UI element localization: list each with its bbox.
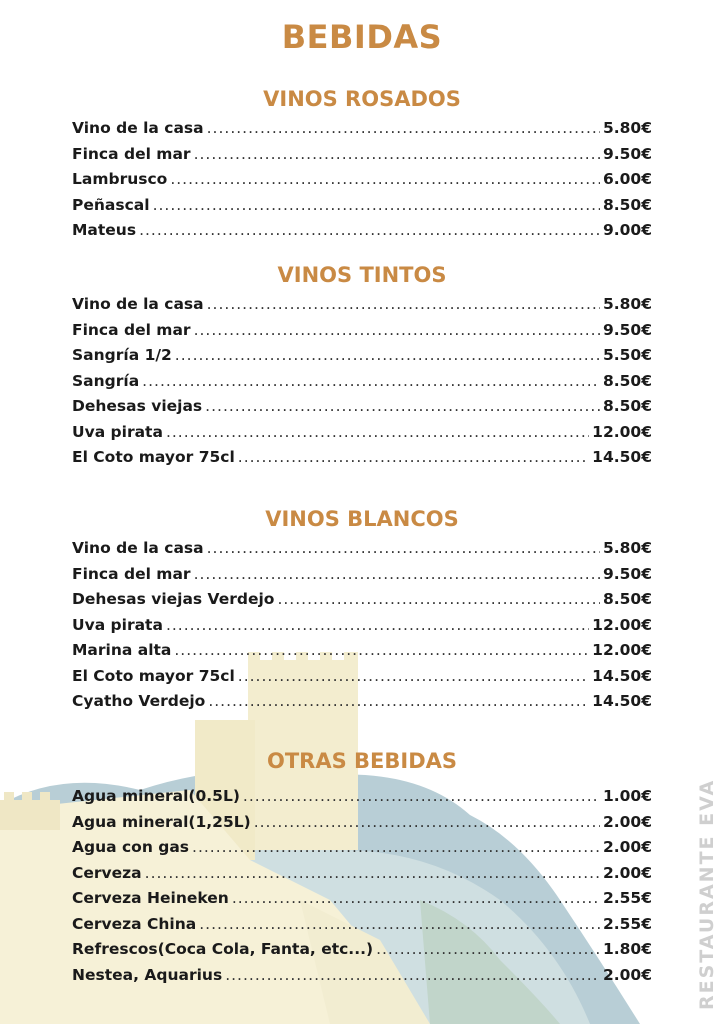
item-price: 12.00€ bbox=[592, 641, 652, 659]
item-name: Lambrusco bbox=[72, 170, 168, 188]
menu-item bbox=[72, 142, 652, 168]
item-name: Cerveza China bbox=[72, 914, 197, 933]
menu-item bbox=[72, 861, 652, 887]
dot-leader bbox=[238, 445, 589, 471]
restaurant-name-vertical: RESTAURANTE EVA bbox=[696, 778, 718, 1010]
item-price: 14.50€ bbox=[592, 448, 652, 466]
item-price: 2.00€ bbox=[602, 863, 652, 882]
item-price: 8.50€ bbox=[602, 590, 652, 608]
dot-leader bbox=[194, 318, 600, 344]
dot-leader bbox=[225, 963, 600, 989]
item-name: Mateus bbox=[72, 221, 137, 239]
item-name: El Coto mayor 75cl bbox=[72, 666, 235, 685]
item-price: 14.50€ bbox=[592, 692, 652, 710]
menu-item bbox=[72, 292, 652, 318]
menu-item bbox=[72, 536, 652, 562]
item-name: Uva pirata bbox=[72, 422, 163, 441]
item-name: Cerveza Heineken bbox=[72, 889, 229, 907]
section-vinos-blancos bbox=[72, 504, 652, 715]
menu-item bbox=[72, 810, 652, 836]
menu-item bbox=[72, 218, 652, 244]
item-name: Dehesas viejas bbox=[72, 397, 203, 415]
item-name: El Coto mayor 75cl bbox=[72, 448, 235, 466]
item-price: 9.50€ bbox=[602, 564, 652, 583]
item-name: Vino de la casa bbox=[72, 295, 204, 313]
item-price: 2.00€ bbox=[602, 812, 652, 831]
item-price: 1.00€ bbox=[602, 787, 652, 805]
dot-leader bbox=[232, 886, 600, 912]
dot-leader bbox=[170, 167, 600, 193]
menu-item bbox=[72, 167, 652, 193]
menu-item bbox=[72, 587, 652, 613]
dot-leader bbox=[194, 562, 600, 588]
item-price: 6.00€ bbox=[602, 170, 652, 188]
item-name: Finca del mar bbox=[72, 320, 191, 339]
item-name: Sangría bbox=[72, 371, 140, 390]
item-price: 5.80€ bbox=[602, 295, 652, 313]
item-price: 5.80€ bbox=[602, 539, 652, 557]
dot-leader bbox=[243, 784, 600, 810]
item-name: Finca del mar bbox=[72, 564, 191, 583]
item-name: Nestea, Aquarius bbox=[72, 965, 223, 984]
item-name: Cyatho Verdejo bbox=[72, 692, 206, 710]
item-price: 8.50€ bbox=[602, 195, 652, 214]
item-name: Refrescos(Coca Cola, Fanta, etc...) bbox=[72, 940, 374, 958]
menu-item bbox=[72, 963, 652, 989]
menu-item bbox=[72, 689, 652, 715]
dot-leader bbox=[277, 587, 600, 613]
page-title: BEBIDAS bbox=[281, 18, 443, 56]
item-price: 2.55€ bbox=[602, 889, 652, 907]
dot-leader bbox=[166, 613, 589, 639]
menu-item bbox=[72, 193, 652, 219]
dot-leader bbox=[175, 343, 600, 369]
dot-leader bbox=[199, 912, 600, 938]
item-name: Dehesas viejas Verdejo bbox=[72, 590, 275, 608]
menu-item bbox=[72, 369, 652, 395]
item-name: Agua mineral(1,25L) bbox=[72, 812, 251, 831]
section-title: VINOS ROSADOS bbox=[263, 87, 461, 111]
section-vinos-tintos bbox=[72, 260, 652, 471]
item-name: Cerveza bbox=[72, 863, 142, 882]
item-price: 5.80€ bbox=[602, 119, 652, 137]
dot-leader bbox=[207, 116, 600, 142]
menu-item bbox=[72, 562, 652, 588]
menu-item bbox=[72, 318, 652, 344]
menu-item bbox=[72, 445, 652, 471]
item-name: Marina alta bbox=[72, 641, 172, 659]
item-price: 2.00€ bbox=[602, 838, 652, 856]
item-price: 8.50€ bbox=[602, 397, 652, 415]
menu-item bbox=[72, 613, 652, 639]
item-price: 5.50€ bbox=[602, 346, 652, 364]
dot-leader bbox=[166, 420, 589, 446]
item-price: 1.80€ bbox=[602, 940, 652, 958]
item-price: 8.50€ bbox=[602, 371, 652, 390]
menu-item bbox=[72, 835, 652, 861]
item-price: 2.55€ bbox=[602, 914, 652, 933]
item-name: Sangría 1/2 bbox=[72, 346, 172, 364]
menu-item bbox=[72, 886, 652, 912]
menu-item bbox=[72, 664, 652, 690]
menu-item bbox=[72, 912, 652, 938]
dot-leader bbox=[194, 142, 600, 168]
dot-leader bbox=[174, 638, 589, 664]
menu-item bbox=[72, 937, 652, 963]
menu-item bbox=[72, 116, 652, 142]
item-name: Finca del mar bbox=[72, 144, 191, 163]
dot-leader bbox=[205, 394, 600, 420]
dot-leader bbox=[139, 218, 600, 244]
dot-leader bbox=[238, 664, 589, 690]
item-price: 9.00€ bbox=[602, 221, 652, 239]
item-price: 9.50€ bbox=[602, 144, 652, 163]
menu-item bbox=[72, 784, 652, 810]
dot-leader bbox=[207, 292, 600, 318]
dot-leader bbox=[376, 937, 600, 963]
dot-leader bbox=[145, 861, 600, 887]
item-name: Agua con gas bbox=[72, 838, 190, 856]
item-price: 12.00€ bbox=[592, 615, 652, 634]
item-price: 9.50€ bbox=[602, 320, 652, 339]
dot-leader bbox=[254, 810, 600, 836]
section-vinos-rosados bbox=[72, 84, 652, 244]
menu-item bbox=[72, 638, 652, 664]
section-otras-bebidas bbox=[72, 746, 652, 988]
section-title: VINOS BLANCOS bbox=[265, 507, 459, 531]
item-name: Peñascal bbox=[72, 195, 150, 214]
dot-leader bbox=[192, 835, 600, 861]
menu-item bbox=[72, 394, 652, 420]
section-title: VINOS TINTOS bbox=[277, 263, 447, 287]
item-name: Agua mineral(0.5L) bbox=[72, 787, 240, 805]
item-price: 14.50€ bbox=[592, 666, 652, 685]
menu-item bbox=[72, 420, 652, 446]
item-price: 12.00€ bbox=[592, 422, 652, 441]
item-name: Vino de la casa bbox=[72, 539, 204, 557]
dot-leader bbox=[207, 536, 600, 562]
item-name: Vino de la casa bbox=[72, 119, 204, 137]
dot-leader bbox=[153, 193, 600, 219]
dot-leader bbox=[208, 689, 589, 715]
item-name: Uva pirata bbox=[72, 615, 163, 634]
menu-item bbox=[72, 343, 652, 369]
dot-leader bbox=[142, 369, 600, 395]
section-title: OTRAS BEBIDAS bbox=[266, 749, 457, 773]
item-price: 2.00€ bbox=[602, 965, 652, 984]
